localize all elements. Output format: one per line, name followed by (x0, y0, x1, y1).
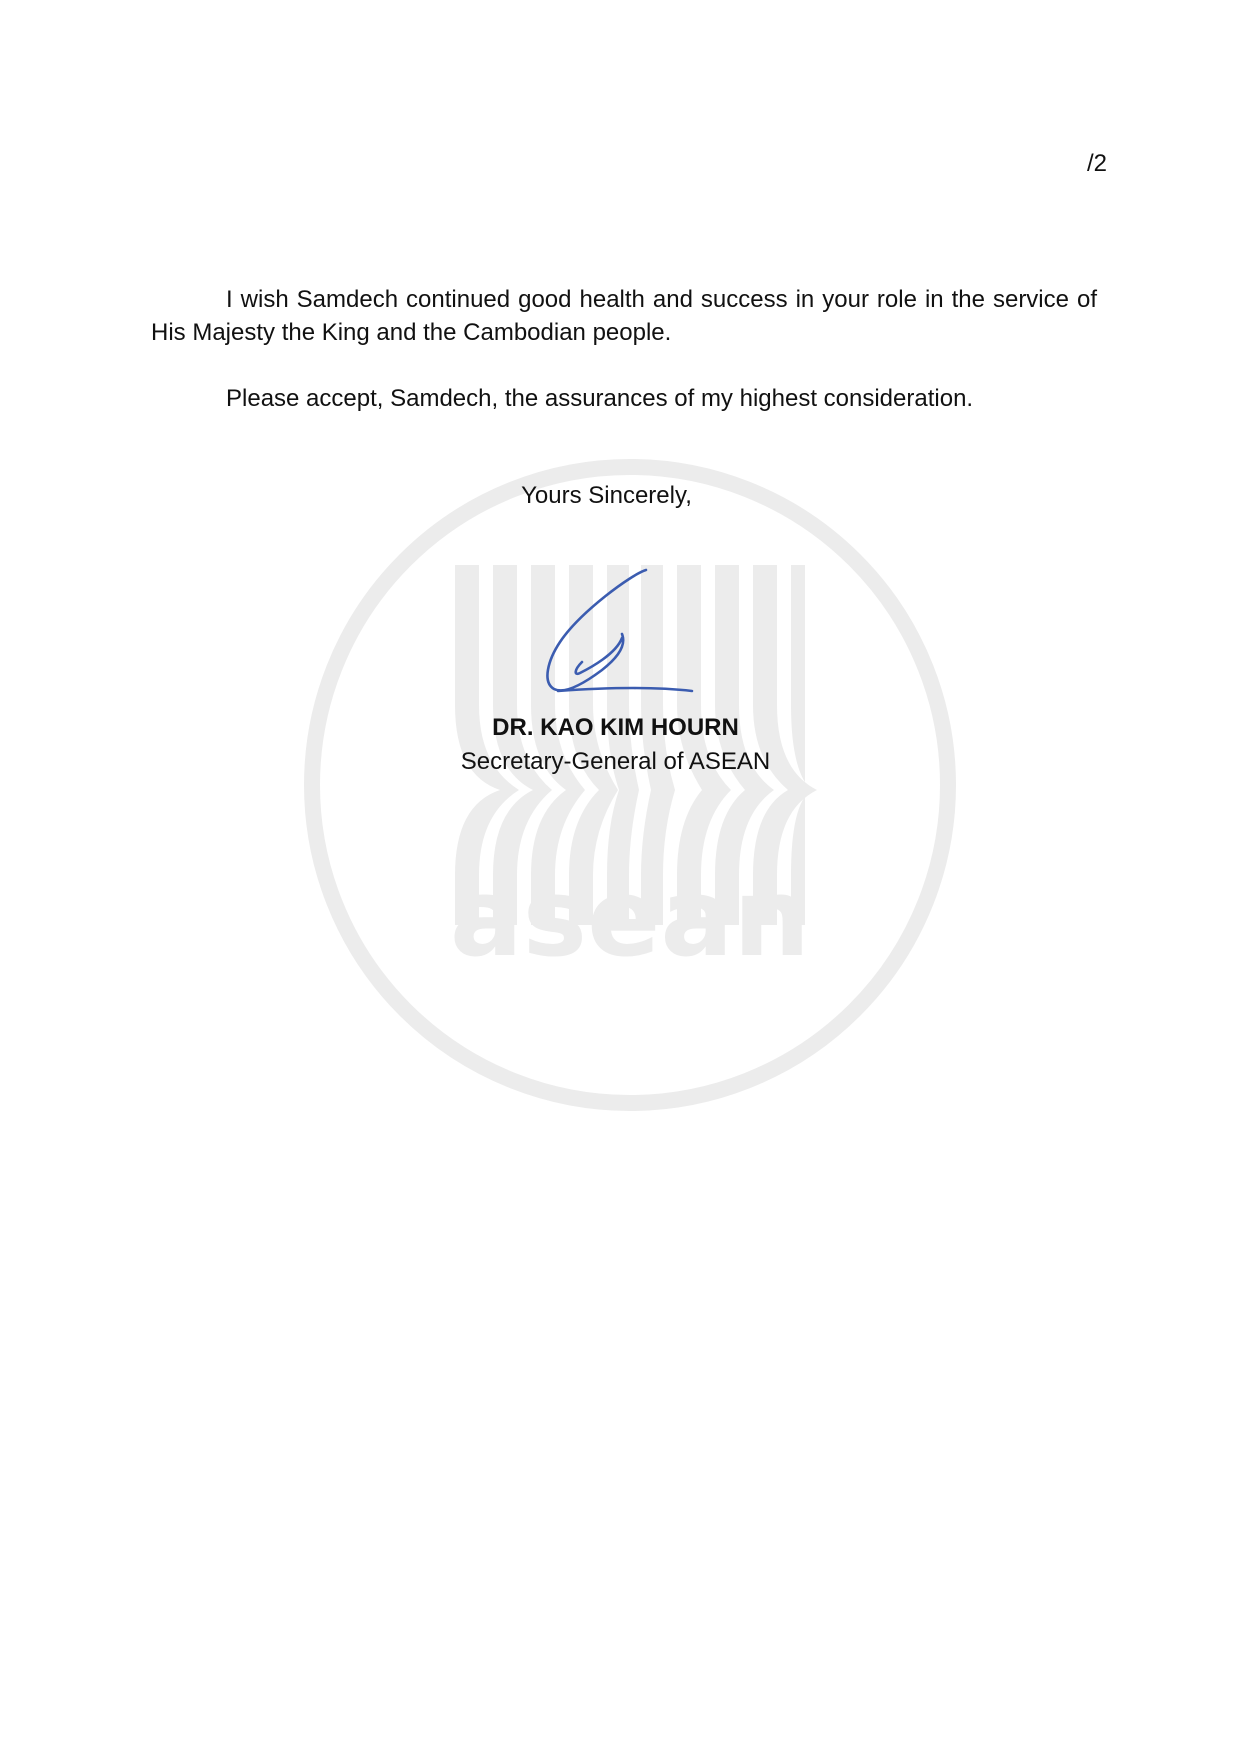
page-number: /2 (1086, 150, 1107, 177)
handwritten-signature (520, 560, 740, 710)
letter-paragraph-assurances: Please accept, Samdech, the assurances of my highest consideration. (226, 385, 974, 412)
asean-logo-watermark (300, 455, 960, 1115)
signer-title: Secretary-General of ASEAN (460, 748, 771, 775)
signer-name: DR. KAO KIM HOURN (492, 714, 739, 741)
letter-paragraph-wellwishes: I wish Samdech continued good health and success in your role in the service of His Majesty the King and the Cambodian people. (151, 286, 1097, 346)
letter-closing: Yours Sincerely, (521, 482, 692, 509)
asean-logo-text: asean (449, 856, 811, 981)
